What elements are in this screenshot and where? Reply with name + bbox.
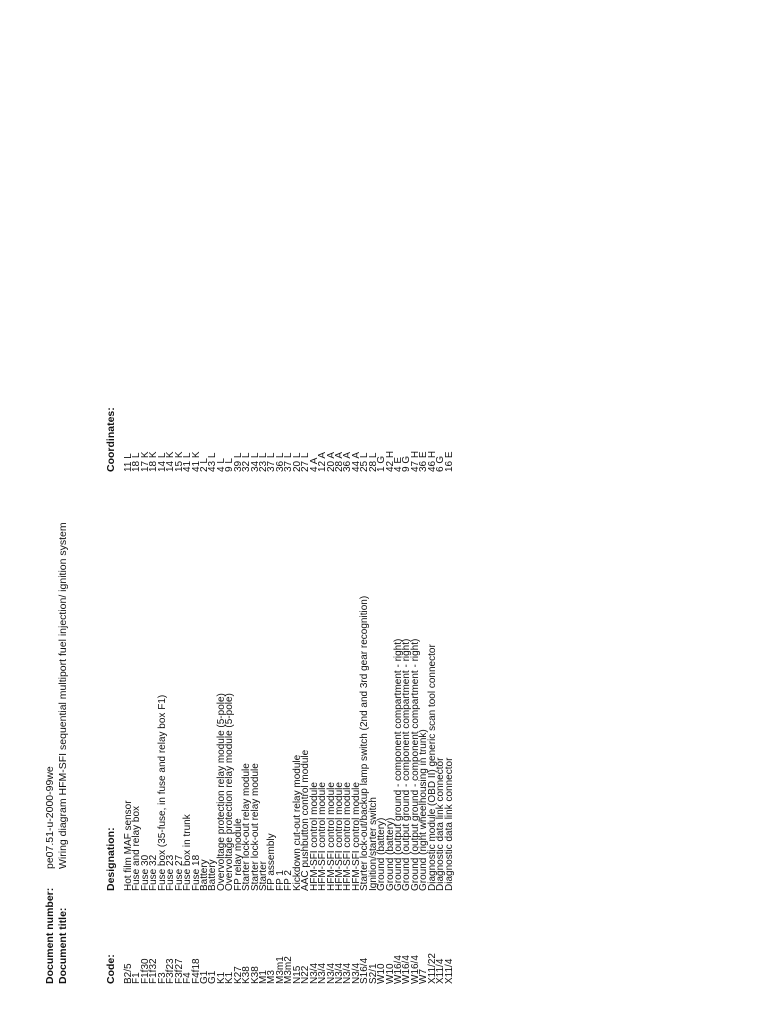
code-column bbox=[105, 953, 454, 984]
document-number-value: pe07.51-u-2000-99we bbox=[44, 766, 56, 869]
code-cell: F3f27 bbox=[173, 958, 185, 984]
code-cell: S2/1 bbox=[367, 963, 379, 984]
code-cell: M1 bbox=[258, 970, 269, 984]
code-cell: W16/4 bbox=[401, 955, 413, 984]
code-cell: N3/4 bbox=[350, 962, 362, 984]
coordinates-cell: 41 L bbox=[182, 452, 194, 472]
code-cell: N22 bbox=[300, 965, 312, 984]
designation-cell: Diagnostic module (OBD II) generic scan tool connector bbox=[426, 644, 438, 891]
code-cell: F3 bbox=[156, 972, 168, 984]
document-title-line bbox=[57, 522, 69, 984]
code-cell: K38 bbox=[241, 966, 253, 984]
coordinates-cell: 18 L bbox=[131, 452, 143, 472]
coordinates-cell: 47 H bbox=[409, 450, 421, 472]
coordinates-cell: 23 L bbox=[258, 452, 269, 472]
code-cell: G1 bbox=[207, 970, 219, 984]
designation-cell: Starter lock-out/backup lamp switch (2nd and 3rd gear recognition) bbox=[359, 595, 371, 891]
designation-cell: Fuse box (35-fuse, in fuse and relay box F1) bbox=[156, 694, 168, 891]
designation-column bbox=[105, 596, 454, 891]
document-title-label: Document title: bbox=[57, 907, 69, 984]
coordinates-column bbox=[105, 407, 454, 472]
code-cell: M3 bbox=[266, 970, 278, 984]
code-cell: W10 bbox=[376, 963, 388, 984]
coordinates-cell: 36 E bbox=[418, 451, 430, 472]
code-cell: F1 bbox=[131, 972, 143, 984]
coordinates-cell: 1 G bbox=[376, 455, 388, 472]
designation-cell: Fuse 18 bbox=[190, 854, 202, 891]
coordinates-cell: 17 K bbox=[139, 451, 151, 472]
coordinates-cell: 28 L bbox=[367, 452, 379, 472]
code-cell: W10 bbox=[384, 963, 396, 984]
code-cell: K38 bbox=[249, 966, 261, 984]
designation-header: Designation: bbox=[105, 827, 117, 891]
coordinates-cell: 28 A bbox=[333, 451, 345, 472]
code-cell: K27 bbox=[232, 966, 244, 984]
document-number-label: Document number: bbox=[44, 887, 56, 984]
designation-cell: Fuse 27 bbox=[173, 854, 185, 891]
coordinates-cell: 37 L bbox=[266, 452, 278, 472]
designation-cell: Overvoltage protection relay module (5-pole) bbox=[215, 693, 227, 891]
coordinates-cell: 4 L bbox=[215, 458, 227, 472]
code-cell: X11/22 bbox=[426, 953, 438, 984]
code-cell: B2/5 bbox=[123, 963, 134, 984]
designation-cell: Ground (battery) bbox=[384, 817, 396, 891]
code-cell: X11/4 bbox=[435, 958, 447, 984]
code-cell: F4f18 bbox=[190, 958, 202, 984]
coordinates-cell: 37 L bbox=[283, 452, 295, 472]
designation-cell: Battery bbox=[207, 859, 219, 891]
coordinates-cell: 9 L bbox=[224, 458, 236, 472]
code-cell: G1 bbox=[198, 970, 210, 984]
designation-cell: Diagnostic data link connector bbox=[443, 757, 455, 891]
code-header: Code: bbox=[105, 954, 117, 984]
coordinates-cell: 25 L bbox=[359, 452, 371, 472]
coordinates-cell: 27 L bbox=[300, 452, 312, 472]
designation-cell: Battery bbox=[198, 859, 210, 891]
coordinates-cell: 44 A bbox=[350, 451, 362, 472]
designation-cell: Ground (right wheelhousing in trunk) bbox=[418, 729, 430, 891]
coordinates-cell: 36 L bbox=[274, 452, 286, 472]
code-cell: N3/4 bbox=[342, 962, 354, 984]
coordinates-cell: 12 A bbox=[317, 451, 329, 472]
code-cell: M3m2 bbox=[283, 956, 295, 984]
code-cell: N3/4 bbox=[325, 962, 337, 984]
coordinates-cells bbox=[125, 407, 454, 472]
code-cell: W16/4 bbox=[393, 955, 404, 984]
code-cell: N3/4 bbox=[317, 962, 329, 984]
coordinates-cell: 15 K bbox=[173, 451, 185, 472]
code-cell: K1 bbox=[224, 971, 236, 984]
coordinates-cell: 6 G bbox=[435, 455, 447, 472]
code-cell: N3/4 bbox=[308, 962, 320, 984]
coordinates-cell: 16 E bbox=[443, 451, 455, 472]
designation-cell: Fuse and relay box bbox=[131, 805, 143, 891]
designation-cell: Hot film MAF sensor bbox=[123, 800, 134, 891]
coordinates-cell: 14 K bbox=[165, 451, 177, 472]
code-cell: M3m1 bbox=[274, 956, 286, 984]
code-cell: X11/4 bbox=[443, 958, 455, 984]
coordinates-cell: 20 A bbox=[325, 451, 337, 472]
coordinates-cell: 14 L bbox=[156, 452, 168, 472]
code-cell: F3f23 bbox=[165, 958, 177, 984]
coordinates-cell: 42 H bbox=[384, 450, 396, 472]
code-cell: K1 bbox=[215, 971, 227, 984]
designation-cell: Ground (output ground - component compartment - right) bbox=[409, 638, 421, 891]
coordinates-cell: 11 L bbox=[123, 453, 134, 472]
designation-cell: Starter lock-out relay module bbox=[249, 763, 261, 891]
code-cell: W7 bbox=[418, 969, 430, 984]
coordinates-cell: 34 L bbox=[249, 452, 261, 472]
designation-cell: FP assembly bbox=[266, 833, 278, 891]
coordinates-cell: 36 A bbox=[342, 451, 354, 472]
designation-cell: Fuse 30 bbox=[139, 854, 151, 891]
designation-cell: Ignition/starter switch bbox=[367, 797, 379, 891]
coordinates-cell: 46 H bbox=[426, 450, 438, 472]
designation-cell: Starter lock-out relay module bbox=[241, 763, 253, 891]
designation-cell: AAC pushbutton control module bbox=[300, 749, 312, 891]
designation-cell: FP 2 bbox=[283, 870, 295, 891]
code-cell: F4 bbox=[182, 972, 194, 984]
code-cell: N3/4 bbox=[333, 962, 345, 984]
designation-cell: Ground (output ground - component compartment - right) bbox=[393, 638, 404, 891]
designation-cells bbox=[125, 596, 454, 891]
designation-cell: Fuse 23 bbox=[165, 854, 177, 891]
document-number-line bbox=[44, 766, 56, 984]
coordinates-cell: 20 L bbox=[291, 452, 303, 472]
designation-cell: Overvoltage protection relay module (5-pole) bbox=[224, 693, 236, 891]
designation-cell: Fuse 32 bbox=[148, 854, 160, 891]
coordinates-cell: 41 K bbox=[190, 451, 202, 472]
designation-cell: HFM-SFI control module bbox=[325, 782, 337, 891]
coordinates-cell: 32 L bbox=[241, 452, 253, 472]
code-cell: N15 bbox=[291, 965, 303, 984]
designation-cell: HFM-SFI control module bbox=[342, 782, 354, 891]
document-title-value: Wiring diagram HFM-SFI sequential multiport fuel injection/ ignition system bbox=[57, 522, 69, 869]
designation-cell: FP 1 bbox=[274, 870, 286, 891]
coordinates-cell: 39 L bbox=[232, 452, 244, 472]
coordinates-cell: 18 K bbox=[148, 451, 160, 472]
coordinates-cell: 43 L bbox=[207, 452, 219, 472]
designation-cell: HFM-SFI control module bbox=[317, 782, 329, 891]
designation-cell: HFM-SFI control module bbox=[350, 782, 362, 891]
code-cells bbox=[125, 953, 454, 984]
coordinates-cell: 2 L bbox=[198, 458, 210, 472]
coordinates-cell: 4 E bbox=[393, 456, 404, 472]
code-cell: F1f32 bbox=[148, 958, 160, 984]
designation-cell: Starter bbox=[258, 860, 269, 891]
code-cell: F1f30 bbox=[139, 958, 151, 984]
designation-cell: Kickdown cut-out relay module bbox=[291, 754, 303, 891]
code-cell: S16/4 bbox=[359, 957, 371, 984]
designation-cell: Ground (output ground - component compartment - right) bbox=[401, 638, 413, 891]
designation-cell: FP relay module bbox=[232, 818, 244, 891]
designation-cell: Diagnostic data link connector bbox=[435, 757, 447, 891]
code-cell: W16/4 bbox=[409, 955, 421, 984]
designation-cell: Fuse box in trunk bbox=[182, 814, 194, 891]
coordinates-cell: 9 G bbox=[401, 455, 413, 472]
designation-cell: HFM-SFI control module bbox=[333, 782, 345, 891]
coordinates-cell: 4 A bbox=[308, 457, 320, 472]
designation-cell: HFM-SFI control module bbox=[308, 782, 320, 891]
designation-cell: Ground (battery) bbox=[376, 817, 388, 891]
coordinates-header: Coordinates: bbox=[105, 407, 117, 472]
